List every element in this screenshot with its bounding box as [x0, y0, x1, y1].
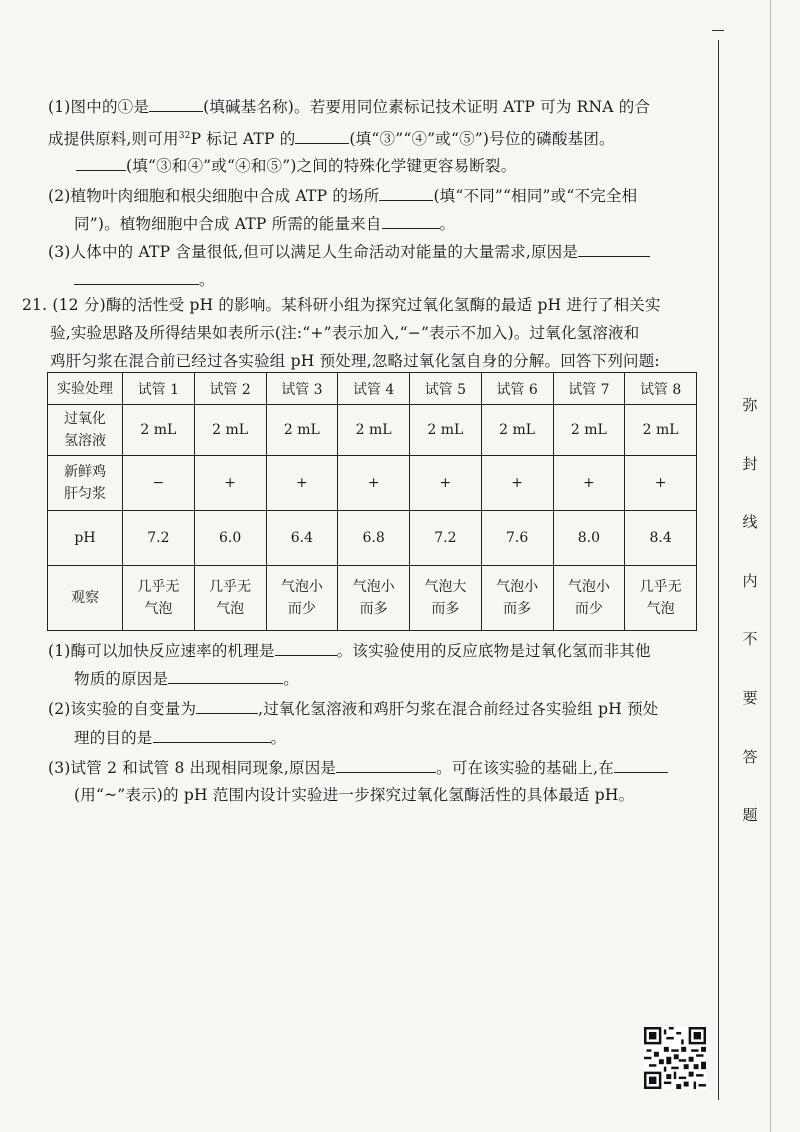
answer-blank[interactable] [614, 756, 668, 773]
q21-part2-text-b: ,过氧化氢溶液和鸡肝匀浆在混合前经过各实验组 pH 预处 [258, 700, 659, 718]
q21-part1-text-d: 。 [283, 670, 299, 688]
table-cell: 几乎无气泡 [209, 579, 252, 617]
tube-header: 试管 5 [410, 373, 482, 405]
q21-part3-line2: (用“~”表示)的 pH 范围内设计实验进一步探究过氧化氢酶活性的具体最适 pH。 [74, 786, 635, 804]
experiment-table [47, 372, 697, 631]
q21-part2-line2 [74, 726, 286, 749]
tube-header: 试管 4 [338, 373, 410, 405]
q20-part3-line1 [48, 240, 650, 263]
table-row [48, 405, 697, 456]
table-cell: + [266, 456, 338, 511]
q21-part2-text-a: (2)该实验的自变量为 [48, 700, 197, 718]
answer-blank[interactable] [153, 726, 271, 743]
row-label-cell [48, 456, 123, 511]
answer-blank[interactable] [149, 95, 203, 112]
table-row [48, 456, 697, 511]
table-cell: 2 mL [266, 405, 338, 456]
seal-char: 弥 [742, 396, 758, 414]
answer-blank[interactable] [275, 639, 337, 656]
table-cell: 8.0 [553, 511, 625, 566]
table-cell-wrap [410, 566, 482, 631]
q20-part1-text-a: (1)图中的①是 [48, 98, 150, 116]
table-cell: 6.4 [266, 511, 338, 566]
q21-intro-line2: 验,实验思路及所得结果如表所示(注:“+”表示加入,“−”表示不加入)。过氧化氢溶液和 [50, 324, 640, 342]
tube-header: 试管 6 [481, 373, 553, 405]
q21-part2-text-d: 。 [270, 729, 287, 747]
table-header-row [48, 373, 697, 405]
table-cell: 气泡小而少 [280, 579, 323, 617]
table-cell: − [123, 456, 195, 511]
answer-blank[interactable] [295, 127, 349, 144]
table-cell: 2 mL [553, 405, 625, 456]
table-cell: 几乎无气泡 [137, 579, 180, 617]
table-cell: 7.2 [123, 511, 195, 566]
q20-part2-line2 [74, 212, 455, 235]
answer-blank[interactable] [76, 154, 126, 171]
table-cell: + [553, 456, 625, 511]
table-cell: 6.8 [338, 511, 410, 566]
tube-header: 试管 3 [266, 373, 338, 405]
q21-intro-line3: 鸡肝匀浆在混合前已经过各实验组 pH 预处理,忽略过氧化氢自身的分解。回答下列问题: [50, 352, 660, 370]
table-cell: 气泡小而少 [567, 579, 610, 617]
table-cell: 几乎无气泡 [639, 579, 682, 617]
answer-blank[interactable] [74, 268, 199, 285]
table-cell-wrap [123, 566, 195, 631]
q20-part1-line3 [76, 154, 516, 177]
q21-part1-line2 [74, 667, 299, 690]
table-cell-wrap [338, 566, 410, 631]
q20-part2-text-a: (2)植物叶肉细胞和根尖细胞中合成 ATP 的场所 [48, 187, 380, 205]
answer-blank[interactable] [196, 697, 258, 714]
seal-char: 答 [742, 747, 758, 766]
row-label: 过氧化氢溶液 [64, 411, 106, 449]
table-cell-wrap [625, 566, 697, 631]
answer-blank[interactable] [336, 756, 436, 773]
q21-part1-text-b: 。该实验使用的反应底物是过氧化氢而非其他 [336, 642, 651, 660]
table-cell-wrap [266, 566, 338, 631]
table-corner-cell: 实验处理 [48, 373, 123, 405]
table-cell: 7.2 [410, 511, 482, 566]
q21-part3-text-b: 。可在该实验的基础上,在 [436, 759, 614, 777]
row-label: pH [48, 511, 123, 566]
q20-part1-text-b: (填碱基名称)。若要用同位素标记技术证明 ATP 可为 RNA 的合 [203, 98, 651, 116]
q21-part2-text-c: 理的目的是 [74, 729, 153, 747]
q21-part1-text-c: 物质的原因是 [74, 670, 169, 688]
q20-part1-line1 [48, 95, 650, 118]
q21-part3-text-a: (3)试管 2 和试管 8 出现相同现象,原因是 [48, 759, 337, 777]
qr-code-icon [644, 1027, 706, 1089]
table-cell: 2 mL [625, 405, 697, 456]
table-cell: 气泡大而多 [424, 579, 467, 617]
table-cell: 8.4 [625, 511, 697, 566]
table-cell: 2 mL [338, 405, 410, 456]
seal-char: 内 [742, 571, 758, 590]
answer-blank[interactable] [379, 184, 433, 201]
table-cell: + [625, 456, 697, 511]
q20-part2-text-b: (填“不同”“相同”或“不完全相 [433, 187, 638, 205]
q21-part1-line1 [48, 639, 651, 662]
q20-part2-line1 [48, 184, 637, 207]
table-cell-wrap [481, 566, 553, 631]
q21-part1-text-a: (1)酶可以加快反应速率的机理是 [48, 642, 275, 660]
table-cell-wrap [553, 566, 625, 631]
isotope-superscript: 32 [178, 131, 191, 141]
q20-part3-text-b: 。 [199, 271, 215, 289]
answer-blank[interactable] [168, 667, 283, 684]
table-cell: 2 mL [481, 405, 553, 456]
seal-char: 题 [742, 806, 758, 825]
table-row [48, 566, 697, 631]
table-cell: 气泡小而多 [496, 579, 539, 617]
q21-part2-line1 [48, 697, 659, 720]
tube-header: 试管 7 [553, 373, 625, 405]
q20-part3-line2 [74, 268, 215, 291]
table-cell: 2 mL [123, 405, 195, 456]
answer-blank[interactable] [382, 212, 440, 229]
q20-part2-text-d: 。 [439, 215, 456, 233]
row-label: 观察 [48, 566, 123, 631]
q20-part1-text-f: (填“③和④”或“④和⑤”)之间的特殊化学键更容易断裂。 [126, 157, 517, 175]
q21-part3-line1 [48, 756, 668, 779]
binding-line [718, 40, 719, 1100]
table-cell: + [481, 456, 553, 511]
seal-char: 线 [742, 513, 758, 532]
page-edge [770, 0, 771, 1132]
row-label-cell [48, 405, 123, 456]
table-cell: 2 mL [410, 405, 482, 456]
seal-char: 要 [742, 688, 758, 707]
table-cell: 2 mL [194, 405, 266, 456]
tube-header: 试管 1 [123, 373, 195, 405]
table-cell: + [410, 456, 482, 511]
tube-header: 试管 2 [194, 373, 266, 405]
q20-part2-text-c: 同”)。植物细胞中合成 ATP 所需的能量来自 [74, 215, 382, 233]
q20-part1-text-c: 成提供原料,则可用 [48, 130, 179, 149]
table-cell: 6.0 [194, 511, 266, 566]
table-cell: 气泡小而多 [352, 579, 395, 617]
answer-blank[interactable] [578, 240, 650, 257]
q20-part1-text-d: P 标记 ATP 的 [190, 130, 296, 149]
q20-part1-text-e: (填“③”“④”或“⑤”)号位的磷酸基团。 [349, 130, 615, 149]
table-cell: + [194, 456, 266, 511]
row-label: 新鲜鸡肝匀浆 [64, 464, 106, 502]
tube-header: 试管 8 [625, 373, 697, 405]
table-cell: + [338, 456, 410, 511]
binding-tick [712, 30, 724, 31]
seal-char: 封 [742, 454, 758, 473]
seal-char: 不 [742, 630, 758, 649]
table-cell-wrap [194, 566, 266, 631]
table-cell: 7.6 [481, 511, 553, 566]
q20-part3-text-a: (3)人体中的 ATP 含量很低,但可以满足人生命活动对能量的大量需求,原因是 [48, 243, 579, 261]
q21-intro-line1: 21. (12 分)酶的活性受 pH 的影响。某科研小组为探究过氧化氢酶的最适 pH 进行了相关实 [22, 296, 661, 314]
q20-part1-line2 [48, 125, 615, 150]
table-row [48, 511, 697, 566]
seal-line-notice [730, 395, 770, 864]
